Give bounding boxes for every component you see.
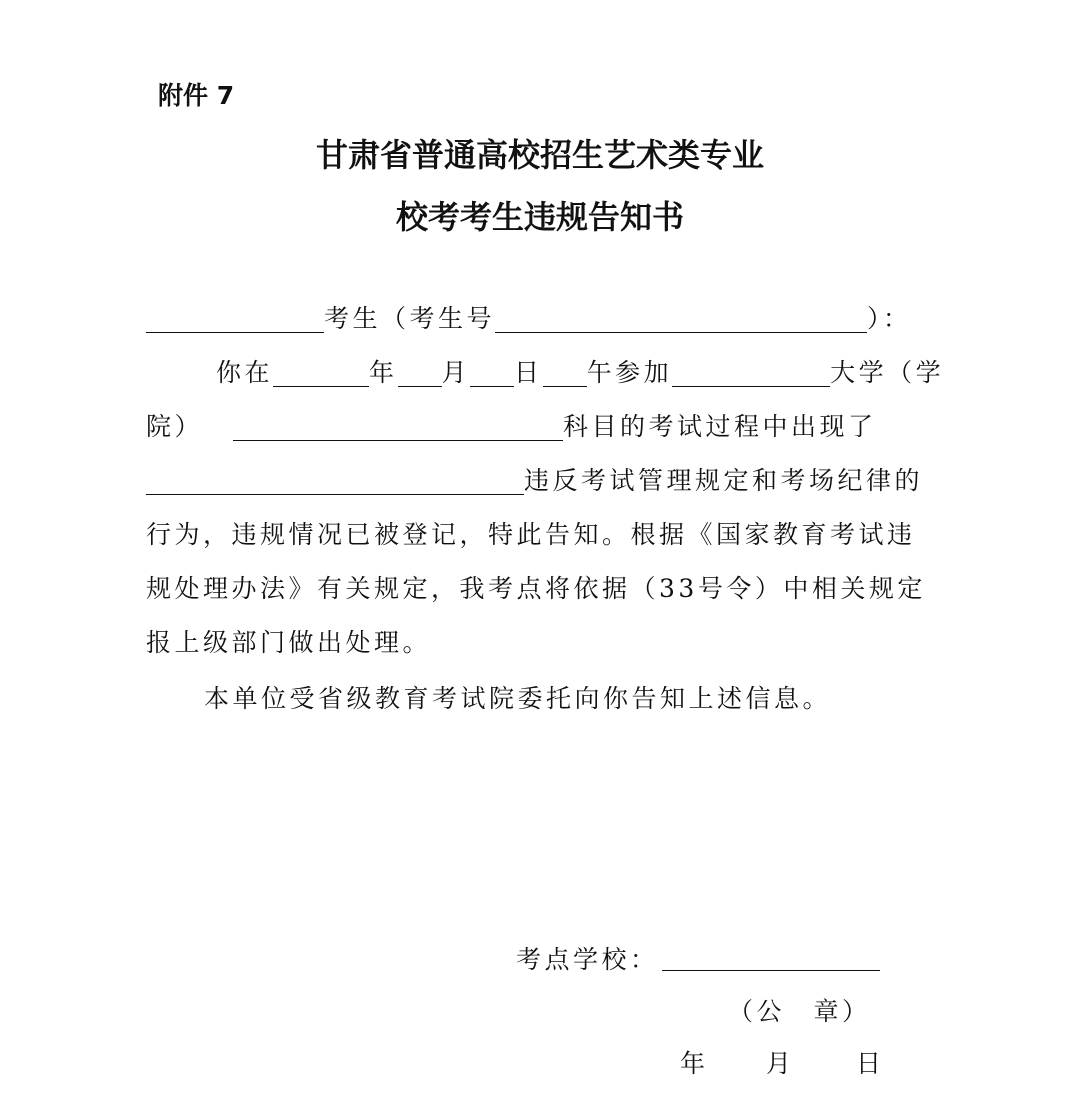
school-label: 考点学校： [516, 945, 659, 974]
examinee-number-blank[interactable] [495, 304, 867, 333]
text-university: 大学（学 [830, 358, 945, 387]
text-year: 年 [369, 358, 398, 387]
date-day-label: 日 [856, 1049, 885, 1078]
year-blank[interactable] [273, 358, 369, 387]
text-college: 院） [146, 412, 204, 441]
body-line-1 [146, 350, 1016, 396]
text-violation: 违反考试管理规定和考场纪律的 [524, 466, 924, 495]
half-day-blank[interactable] [543, 358, 587, 387]
school-blank[interactable] [662, 970, 880, 971]
date-year-label: 年 [680, 1049, 709, 1078]
day-blank[interactable] [470, 358, 514, 387]
university-blank[interactable] [672, 358, 830, 387]
seal-label: （公 章） [728, 997, 871, 1026]
violation-blank[interactable] [146, 466, 524, 495]
body-line-5: 规处理办法》有关规定，我考点将依据（33号令）中相关规定 [146, 574, 926, 603]
examinee-label: 考生（考生号 [324, 304, 496, 333]
text-you-at: 你在 [216, 358, 274, 387]
date-month-label: 月 [766, 1049, 795, 1078]
subject-blank[interactable] [233, 412, 563, 441]
document-title-line-1: 甘肃省普通高校招生艺术类专业 [315, 136, 764, 174]
text-subject: 科目的考试过程中出现了 [563, 412, 877, 441]
attachment-label: 附件 7 [158, 81, 235, 110]
text-attend: 午参加 [586, 358, 673, 387]
body-line-6: 报上级部门做出处理。 [146, 628, 432, 657]
month-blank[interactable] [398, 358, 442, 387]
body-line-4: 行为，违规情况已被登记，特此告知。根据《国家教育考试违 [146, 520, 916, 549]
document-title-line-2: 校考考生违规告知书 [395, 198, 684, 236]
examinee-name-blank[interactable] [146, 304, 324, 333]
salutation-end: ）： [867, 304, 912, 333]
body-line-2 [146, 404, 946, 450]
body-line-3 [146, 458, 946, 504]
text-month: 月 [441, 358, 471, 387]
text-day: 日 [514, 358, 543, 387]
salutation-line [146, 296, 946, 342]
body-line-7: 本单位受省级教育考试院委托向你告知上述信息。 [204, 684, 832, 713]
